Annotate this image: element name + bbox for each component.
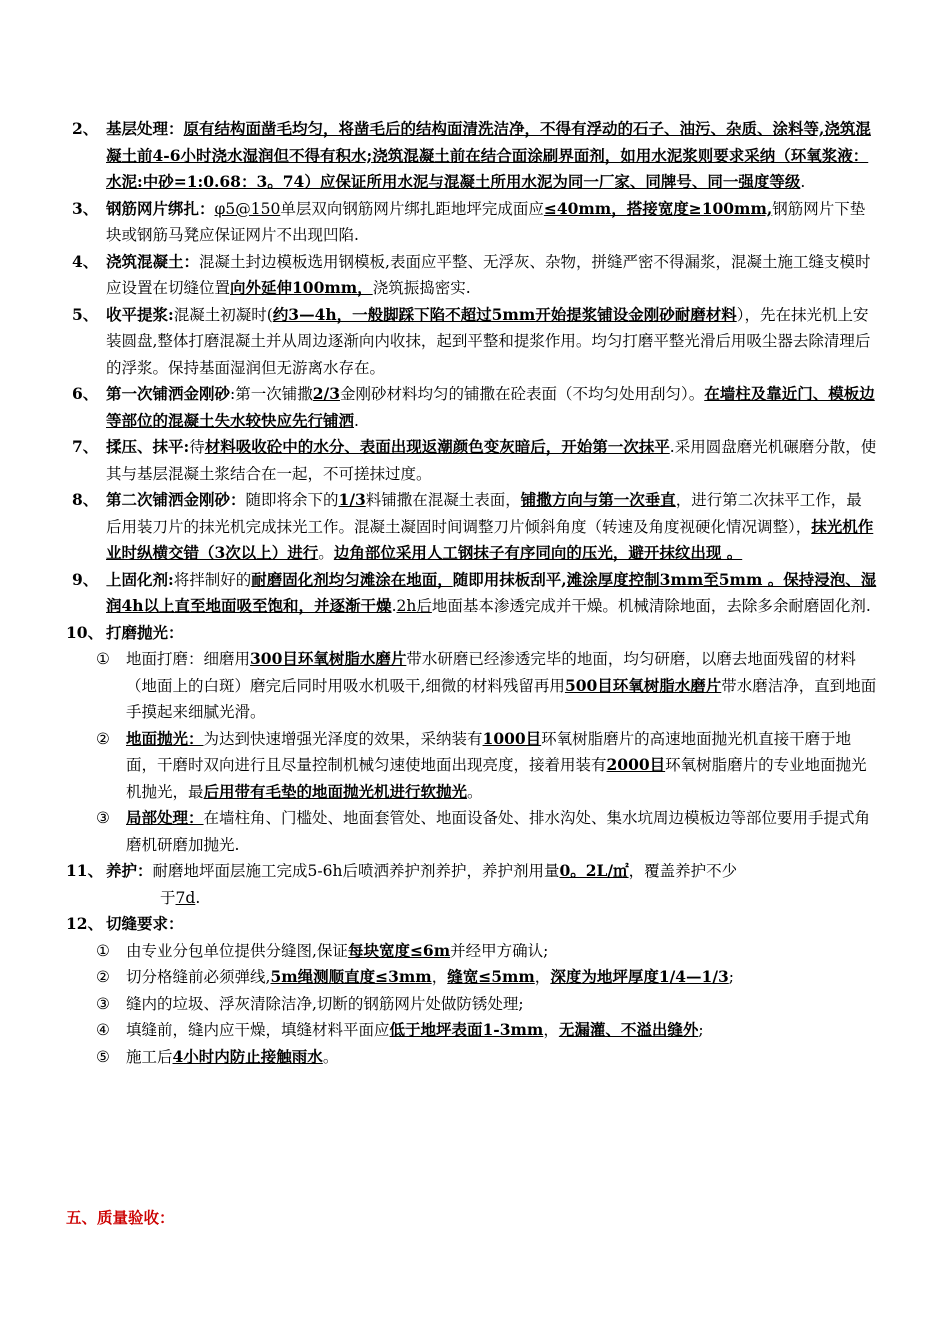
text-run: 混凝土初凝时( <box>173 305 273 324</box>
step-number: 2、 <box>72 119 99 138</box>
text-run: ，进行第二次抹平工作，最后用装刀片的抹光机完成抹光工作。混凝土凝固时间调整刀片倾斜角度（转速及角度视硬化情况调整）， <box>106 491 862 536</box>
sub-step <box>72 964 877 991</box>
procedure-list <box>66 116 877 1070</box>
step-continuation <box>72 885 877 912</box>
procedure-step <box>72 434 877 487</box>
text-run: . <box>354 411 359 430</box>
text-run: 料铺撒在混凝土表面， <box>365 491 521 509</box>
procedure-step <box>72 116 877 196</box>
text-run: 耐磨固化剂均匀滩涂在地面， <box>251 569 453 589</box>
sub-step <box>72 726 877 806</box>
text-run: 后用带有毛垫的地面抛光机进行软抛光 <box>203 781 468 801</box>
text-run: 500目环氧树脂水磨片 <box>564 675 722 695</box>
step-number: 12、 <box>66 914 104 933</box>
sub-step-text <box>126 805 877 858</box>
step-body <box>106 567 877 620</box>
step-body <box>106 434 877 487</box>
step-body <box>106 487 877 567</box>
text-run: 局部处理： <box>126 808 204 827</box>
text-run: 向外延伸100mm， <box>230 278 373 297</box>
text-run: 4小时内防止接触雨水 <box>172 1046 323 1066</box>
sub-step <box>72 1017 877 1044</box>
step-body <box>106 116 877 196</box>
text-run: 地面基本渗透完成并干燥。机械清除地面，去除多余耐磨固化剂. <box>431 597 871 615</box>
text-run: .采用圆盘磨光机碾磨分散，使其与基层混凝土浆结合在一起，不可搓抹过度。 <box>106 438 877 483</box>
text-run: 环氧树脂磨片的专业地面抛光机抛光，最 <box>126 756 867 801</box>
procedure-step <box>72 567 877 620</box>
text-run: 抹光机作业时纵横交错（3次以上）进行 <box>106 516 874 562</box>
text-run: 2h后 <box>396 597 432 615</box>
sub-step-text <box>126 964 877 991</box>
step-body <box>106 911 877 938</box>
text-run: 于 <box>160 888 176 907</box>
sub-step-marker: ③ <box>96 809 110 827</box>
text-run: 混凝土封边模板选用钢模板,表面应平整、无浮灰、杂物，拼缝严密不得漏浆，混凝土施工缝支模时应设置在切缝位置 <box>106 252 871 297</box>
text-run: 施工后 <box>126 1047 173 1066</box>
procedure-step <box>72 302 877 382</box>
step-number: 6、 <box>72 384 99 403</box>
step-title: 第二次铺洒金刚砂： <box>106 490 246 509</box>
text-run: 为达到快速增强光泽度的效果，采纳装有 <box>203 729 483 748</box>
text-run: 每块宽度≤6m <box>347 940 451 960</box>
text-run: ），先在抹光机上安装圆盘,整体打磨混凝土并从周边逐渐向内收抹，起到平整和提浆作用。均匀打磨平整光滑后用吸尘器去除清理后的浮浆。保持基面湿润但无游离水存在。 <box>106 305 871 377</box>
sub-step-marker: ⑤ <box>96 1047 110 1066</box>
text-run: ≤40mm，搭接宽度≥100mm, <box>543 198 773 218</box>
step-title: 养护： <box>106 861 153 880</box>
text-run: 5m绳测顺直度≤3mm <box>270 967 432 986</box>
procedure-step <box>72 249 877 302</box>
text-run: 地面抛光： <box>126 728 204 748</box>
text-run: 铺撒方向与第一次垂直 <box>520 490 676 509</box>
procedure-step <box>66 911 877 938</box>
text-run: 缝宽≤5mm <box>447 967 535 986</box>
text-run: 300目环氧树脂水磨片 <box>250 649 407 668</box>
step-title: 上固化剂: <box>106 569 174 589</box>
sub-step-text <box>126 938 877 965</box>
text-run: 钢筋网片下垫块或钢筋马凳应保证网片不出现凹陷. <box>106 199 866 244</box>
step-number: 4、 <box>72 251 99 271</box>
sub-step <box>72 805 877 858</box>
text-run: 地面打磨：细磨用 <box>126 650 251 668</box>
step-body <box>106 858 877 885</box>
sub-step <box>72 991 877 1018</box>
text-run: 0。2L/㎡ <box>559 861 629 880</box>
text-run: 原有结构面凿毛均匀，将凿毛后的结构面清洗洁净，不得有浮动的石子、油污、杂质、涂料等,浇筑混凝土前4-6小时浇水湿润但不得有积水;浇筑混凝土前在结合面涂刷界面剂，如用水泥浆则要求采纳（环氧浆液：水泥:中砂=1:0.68：3。74）应保证所用水泥与混凝土所用水泥为同一厂家、同牌号、同一强度等级 <box>106 119 871 191</box>
text-run: ，覆盖养护不少 <box>628 862 738 880</box>
text-run: 将拌制好的 <box>173 570 252 589</box>
text-run: 带水磨洁净，直到地面手摸起来细腻光滑。 <box>126 676 877 721</box>
text-run: 由专业分包单位提供分缝图,保证 <box>126 941 348 960</box>
step-number: 3、 <box>72 198 99 218</box>
text-run: 边角部位采用人工钢抹子有序同向的压光，避开抹纹出现 。 <box>333 543 743 562</box>
text-run: 2/3 <box>312 384 340 403</box>
text-run: ， <box>543 1021 559 1039</box>
text-run: 随即将余下的 <box>245 491 339 509</box>
text-run: 。 <box>467 782 483 801</box>
text-run: ， <box>431 968 448 986</box>
text-run: 浇筑振捣密实. <box>372 279 471 297</box>
text-run: 。 <box>318 544 334 562</box>
procedure-step <box>66 620 877 647</box>
procedure-step <box>66 858 877 885</box>
step-body <box>106 381 877 434</box>
step-title: 钢筋网片绑扎： <box>106 198 215 218</box>
step-number: 9、 <box>72 569 99 589</box>
step-title: 浇筑混凝土： <box>106 251 200 271</box>
text-run: 填缝前，缝内应干燥，填缝材料平面应 <box>126 1021 390 1039</box>
step-body <box>106 249 877 302</box>
text-run: 无漏灌、不溢出缝外 <box>558 1020 699 1039</box>
text-run: 切分格缝前必须弹线, <box>126 968 271 986</box>
section-heading-quality-acceptance: 五、质量验收： <box>66 1208 175 1227</box>
procedure-step <box>72 381 877 434</box>
sub-step-marker: ① <box>96 650 110 668</box>
text-run: 。 <box>322 1047 339 1066</box>
text-run: 金刚砂材料均匀的铺撒在砼表面（不均匀处用刮匀）。 <box>339 385 705 403</box>
text-run: 在墙柱及靠近门、模板边等部位的混凝土失水较快应先行铺洒 <box>106 384 875 430</box>
text-run: ， <box>534 968 551 986</box>
step-number: 7、 <box>72 437 99 456</box>
step-body <box>106 196 877 249</box>
step-number: 11、 <box>66 861 104 880</box>
text-run: :第一次铺撒 <box>230 385 313 403</box>
text-run: 深度为地坪厚度1/4—1/3 <box>550 967 729 986</box>
sub-step-text <box>126 1017 877 1044</box>
text-run: 约3—4h，一般脚踩下陷不超过5mm开始提浆铺设金刚砂耐磨材料 <box>272 304 737 324</box>
sub-step <box>72 1044 877 1071</box>
text-run: ; <box>698 1021 704 1039</box>
sub-step-marker: ① <box>96 941 110 960</box>
text-run: 7d <box>175 888 196 907</box>
sub-step <box>72 646 877 726</box>
text-run: 环氧树脂磨片的高速地面抛光机直接干磨于地面，干磨时双向进行且尽量控制机械匀速使地面出现亮度，接着用装有 <box>126 729 852 774</box>
step-title: 切缝要求： <box>106 914 184 933</box>
procedure-step <box>72 487 877 567</box>
sub-step-text <box>126 646 877 726</box>
step-title: 打磨抛光： <box>106 622 184 642</box>
sub-step <box>72 938 877 965</box>
step-body <box>106 620 877 647</box>
text-run: φ5@150 <box>214 199 281 218</box>
text-run: 1000目 <box>482 728 542 748</box>
text-run: 单层双向钢筋网片绑扎距地坪完成面应 <box>280 199 544 218</box>
text-run: 缝内的垃圾、浮灰清除洁净,切断的钢筋网片处做防锈处理; <box>126 994 524 1013</box>
step-number: 10、 <box>66 622 104 642</box>
text-run: 低于地坪表面1-3mm <box>389 1020 544 1039</box>
step-title: 收平提浆: <box>106 304 174 324</box>
text-run: ; <box>728 968 735 986</box>
text-run: . <box>391 597 397 615</box>
text-run: 1/3 <box>338 490 366 509</box>
text-run: . <box>195 888 201 907</box>
text-run: 滩涂厚度控制3mm至5mm 。保持浸泡、湿润4h以上直至地面吸至饱和，并逐渐干燥 <box>106 569 877 615</box>
sub-step-marker: ② <box>96 729 110 748</box>
text-run: . <box>800 173 806 191</box>
text-run: 带水研磨已经渗透完毕的地面，均匀研磨，以磨去地面残留的材料（地面上的白斑）磨完后同时用吸水机吸干,细微的材料残留再用 <box>126 650 856 695</box>
sub-step-text <box>126 726 877 806</box>
step-title: 基层处理： <box>106 119 184 138</box>
sub-step-marker: ④ <box>96 1021 110 1039</box>
step-title: 第一次铺洒金刚砂 <box>106 384 231 403</box>
step-number: 5、 <box>72 304 99 324</box>
sub-step-text <box>126 1044 877 1071</box>
text-run: 随即用抹板刮平, <box>452 569 567 589</box>
text-run: 2000目 <box>606 755 666 774</box>
sub-step-marker: ② <box>96 968 110 986</box>
procedure-step <box>72 196 877 249</box>
step-body <box>106 302 877 382</box>
step-number: 8、 <box>72 490 99 509</box>
text-run: 并经甲方确认; <box>450 941 549 960</box>
sub-step-text <box>126 991 877 1018</box>
text-run: 在墙柱角、门槛处、地面套管处、地面设备处、排水沟处、集水坑周边模板边等部位要用手提式角磨机研磨加抛光. <box>126 809 871 854</box>
text-run: 耐磨地坪面层施工完成5-6h后喷洒养护剂养护，养护剂用量 <box>152 862 560 880</box>
text-run: 待 <box>189 438 205 456</box>
sub-step-marker: ③ <box>96 994 110 1013</box>
text-run: 材料吸收砼中的水分、表面出现返潮颜色变灰暗后，开始第一次抹平 <box>204 437 670 456</box>
step-title: 揉压、抹平: <box>106 437 190 456</box>
